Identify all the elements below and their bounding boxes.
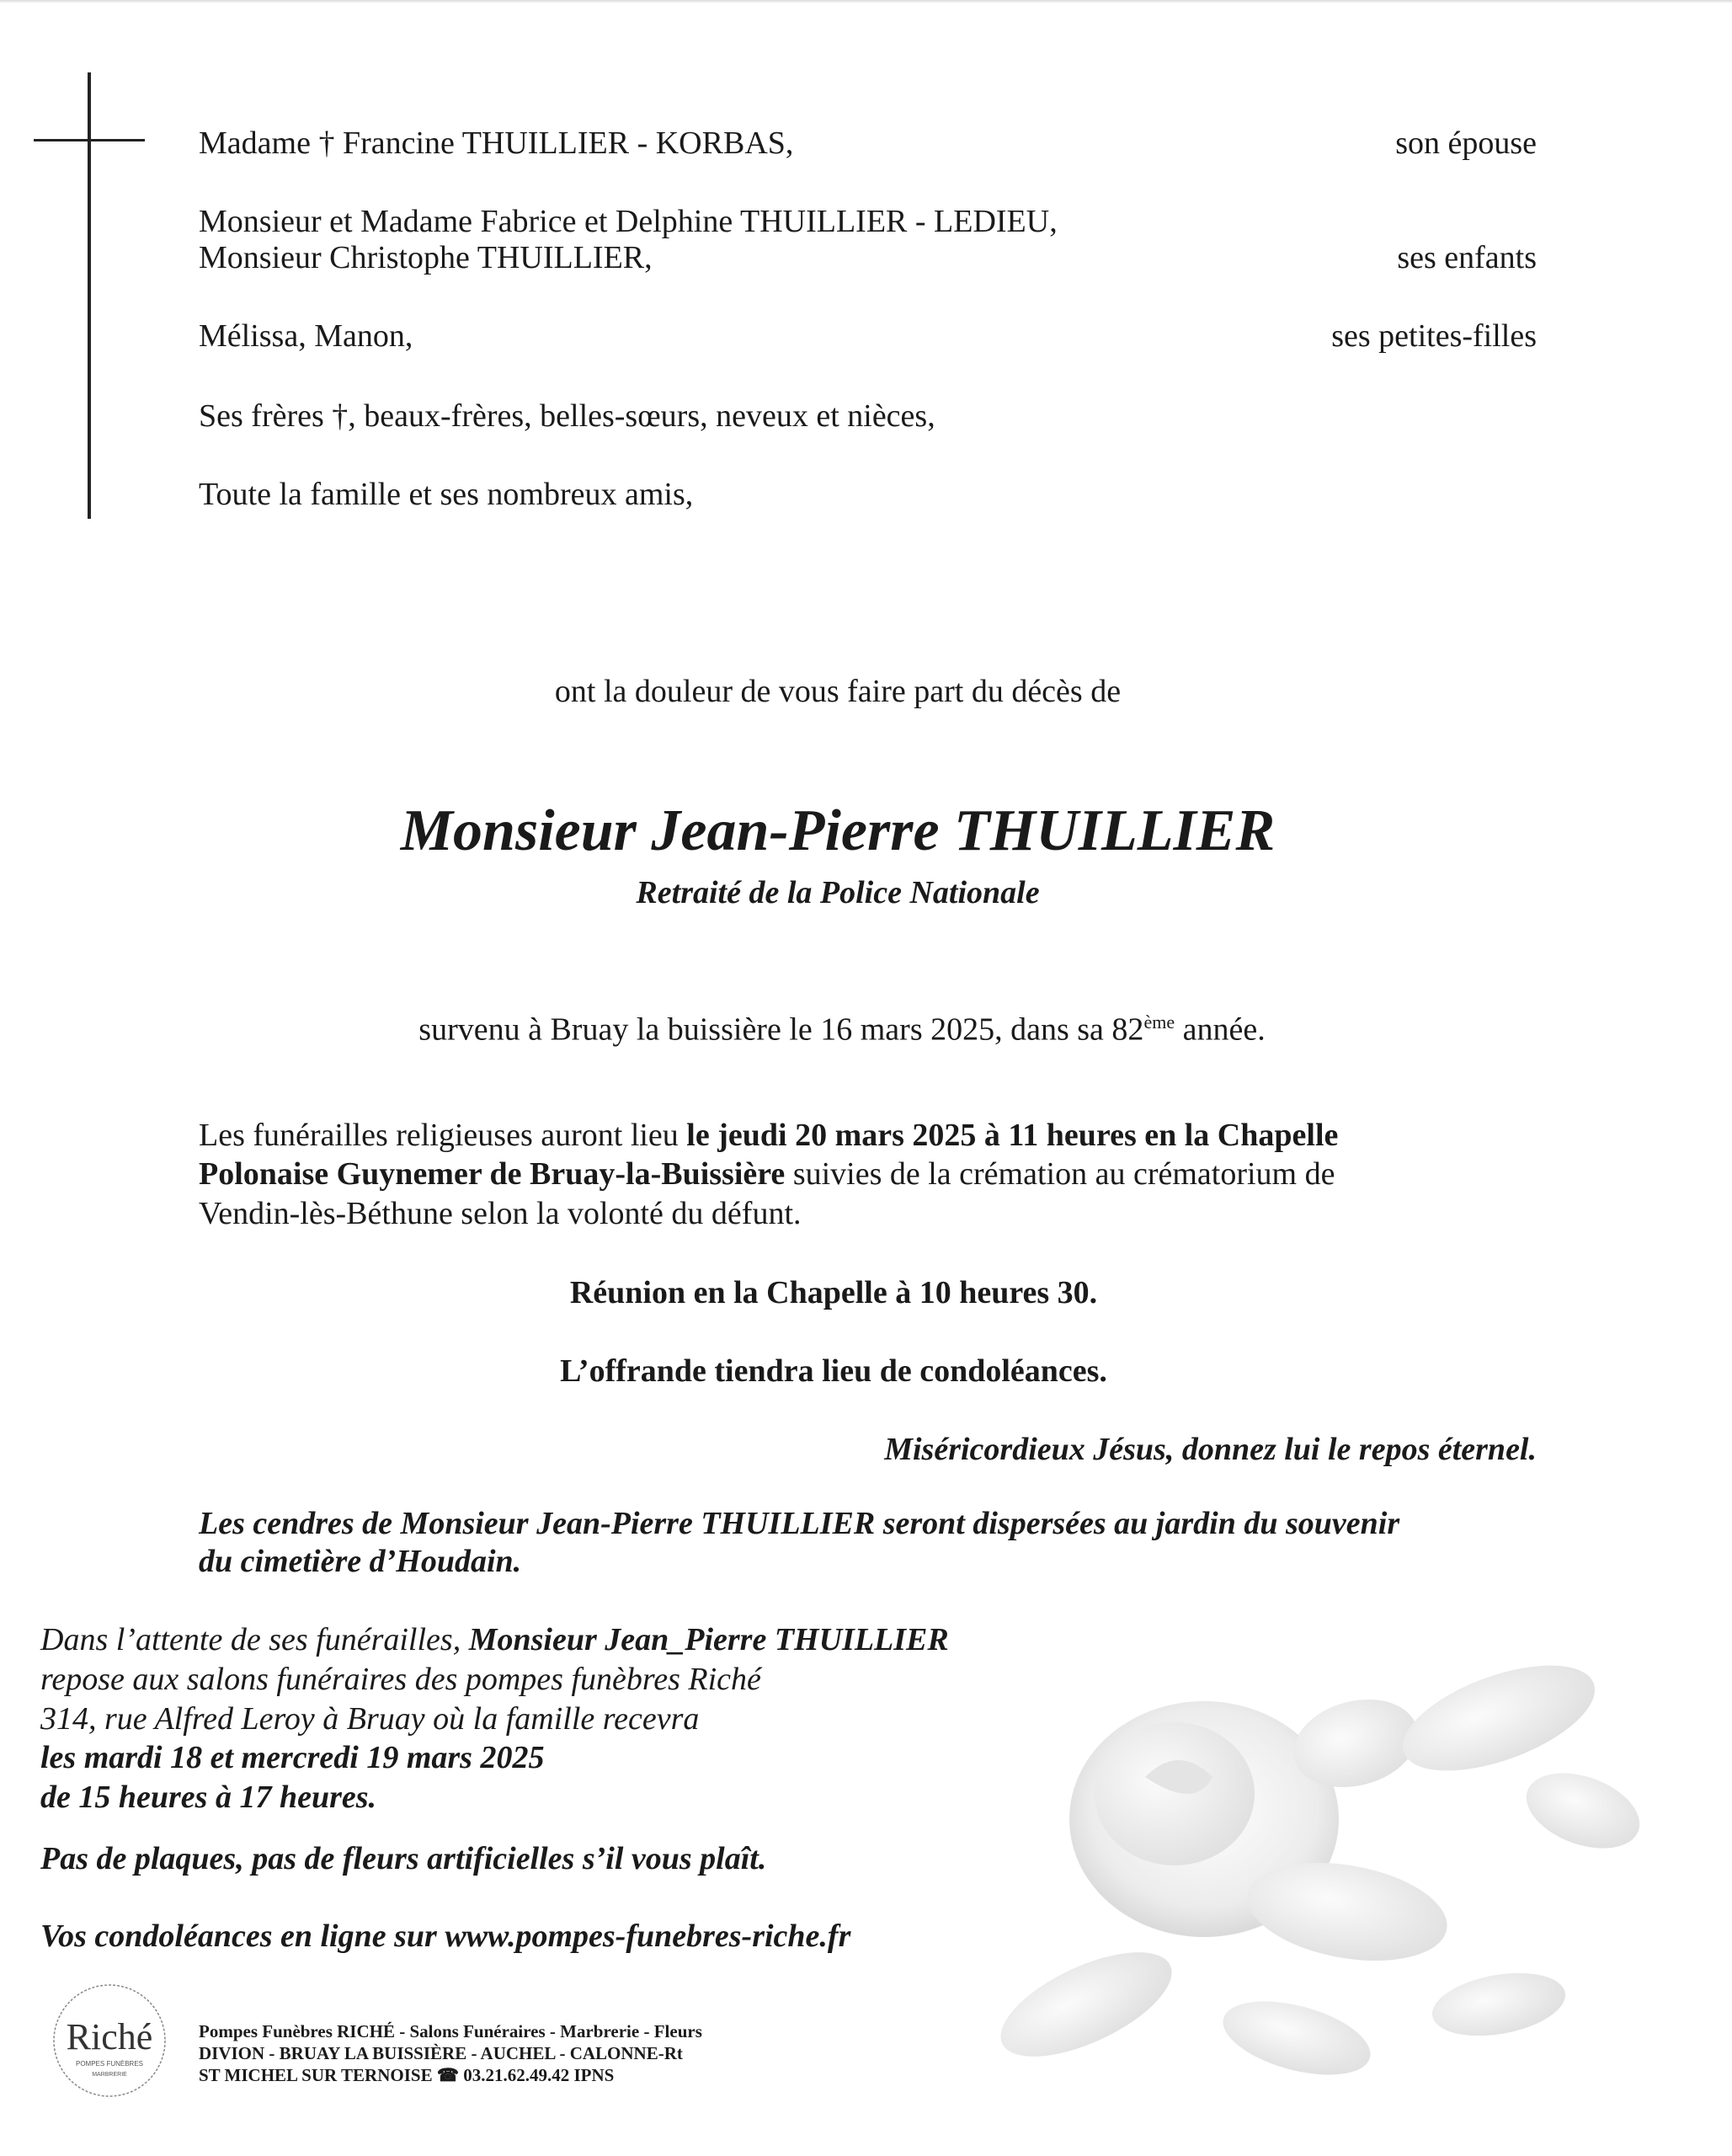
family-granddaughters: Mélissa, Manon,	[199, 318, 413, 354]
prayer: Miséricordieux Jésus, donnez lui le repos éternel.	[884, 1432, 1537, 1467]
online-condolences: Vos condoléances en ligne sur www.pompes-funebres-riche.fr	[40, 1919, 851, 1954]
funeral-line-1: Les funérailles religieuses auront lieu le jeudi 20 mars 2025 à 11 heures en la Chapelle	[199, 1118, 1339, 1153]
visitation-dates: les mardi 18 et mercredi 19 mars 2025	[40, 1740, 545, 1775]
reunion-time: Réunion en la Chapelle à 10 heures 30.	[569, 1275, 1098, 1310]
family-children-a: Monsieur et Madame Fabrice et Delphine THUILLIER - LEDIEU,	[199, 204, 1058, 239]
deceased-title: Retraité de la Police Nationale	[636, 875, 1040, 910]
rose-illustration	[994, 1651, 1732, 2156]
funeral-line-2: Polonaise Guynemer de Bruay-la-Buissière suivies de la crémation au crématorium de	[199, 1156, 1335, 1192]
family-spouse: Madame † Francine THUILLIER - KORBAS,	[199, 125, 794, 161]
visitation-line-1: Dans l’attente de ses funérailles, Monsieur Jean_Pierre THUILLIER	[40, 1622, 949, 1657]
family-siblings: Ses frères †, beaux-frères, belles-sœurs, neveux et nièces,	[199, 398, 935, 434]
ashes-line-2: du cimetière d’Houdain.	[199, 1544, 522, 1579]
family-children-b: Monsieur Christophe THUILLIER,	[199, 240, 653, 275]
visitation-line-2: repose aux salons funéraires des pompes funèbres Riché	[40, 1662, 761, 1697]
ashes-line-1: Les cendres de Monsieur Jean-Pierre THUILLIER seront dispersées au jardin du souvenir	[199, 1506, 1400, 1541]
svg-text:Riché: Riché	[66, 2016, 153, 2057]
family-friends: Toute la famille et ses nombreux amis,	[199, 477, 694, 512]
footer-line-1: Pompes Funèbres RICHÉ - Salons Funéraires - Marbrerie - Fleurs	[199, 2021, 702, 2041]
funeral-line-3: Vendin-lès-Béthune selon la volonté du défunt.	[199, 1196, 802, 1231]
visitation-line-3: 314, rue Alfred Leroy à Bruay où la famille recevra	[40, 1701, 700, 1737]
relation-spouse: son épouse	[1395, 125, 1537, 161]
footer-line-2: DIVION - BRUAY LA BUISSIÈRE - AUCHEL - CALONNE-Rt	[199, 2043, 683, 2063]
svg-text:MARBRERIE: MARBRERIE	[92, 2072, 127, 2078]
riche-logo	[46, 1975, 173, 2101]
relation-granddaughters: ses petites-filles	[1331, 318, 1537, 354]
announcement-intro: ont la douleur de vous faire part du décès de	[554, 674, 1122, 709]
footer-line-3: ST MICHEL SUR TERNOISE ☎ 03.21.62.49.42 IPNS	[199, 2065, 615, 2085]
no-flowers-notice: Pas de plaques, pas de fleurs artificielles s’il vous plaît.	[40, 1841, 767, 1876]
death-notice: survenu à Bruay la buissière le 16 mars 2025, dans sa 82ème année.	[418, 1011, 1266, 1048]
offrande-notice: L’offrande tiendra lieu de condoléances.	[560, 1353, 1107, 1389]
svg-text:POMPES FUNÈBRES: POMPES FUNÈBRES	[75, 2060, 144, 2068]
relation-children: ses enfants	[1397, 240, 1537, 275]
visitation-hours: de 15 heures à 17 heures.	[40, 1780, 377, 1815]
scan-edge	[0, 0, 1732, 3]
deceased-name: Monsieur Jean-Pierre THUILLIER	[400, 798, 1276, 863]
